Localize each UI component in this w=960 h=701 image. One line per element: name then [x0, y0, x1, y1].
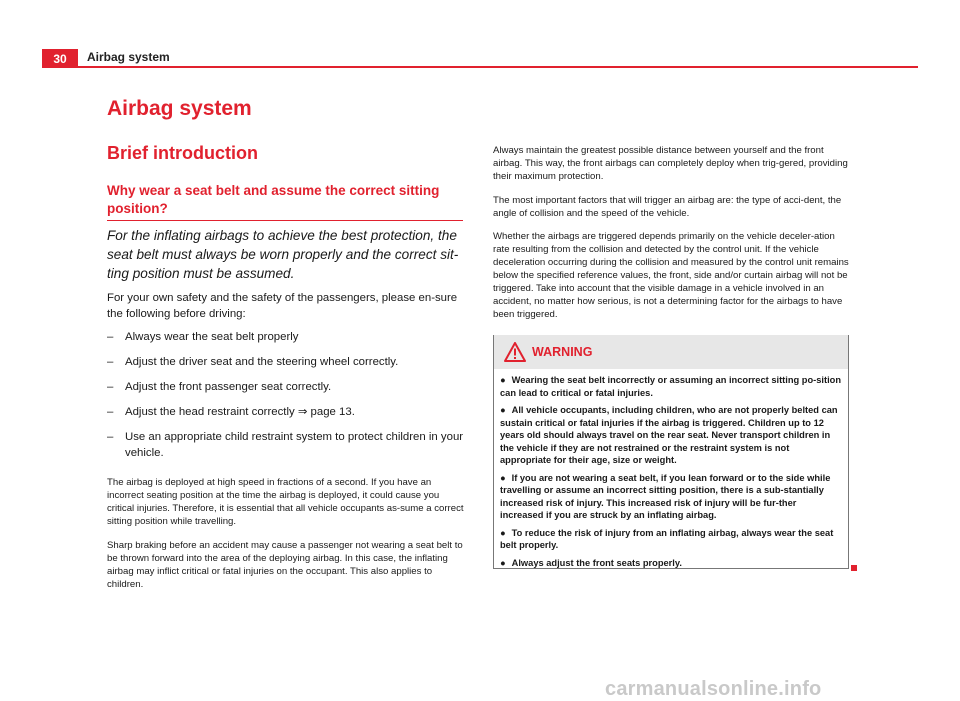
body-paragraph: The most important factors that will trigger an airbag are: the type of acci-dent, the angle of collision and the speed of the vehicle.: [493, 195, 842, 219]
list-item: [107, 379, 467, 395]
warning-item-text: All vehicle occupants, including children, who are not properly belted can sustain critical or fatal injuries if the airbag is triggered. Children up to 12 years old should always travel on the rear seat. Never transport children in the vehicle if they are not restrained or the restraint system is not appropriate for their age, size or weight.: [500, 405, 838, 465]
body-paragraph: Always maintain the greatest possible distance between yourself and the front airbag. This way, the front airbags can completely deploy when trig-gered, providing their maximum protection.: [493, 145, 848, 182]
intro-paragraph: For your own safety and the safety of the passengers, please en-sure the following before driving:: [107, 292, 458, 320]
warning-body: [494, 369, 848, 569]
warning-triangle-icon: [504, 342, 526, 362]
warning-item-text: Always adjust the front seats properly.: [511, 557, 682, 568]
warning-item-text: Wearing the seat belt incorrectly or assuming an incorrect sitting po-sition can lead to critical or fatal injuries.: [500, 375, 842, 398]
warning-box: [493, 335, 849, 569]
list-item: [107, 404, 467, 420]
warning-header: [494, 335, 848, 369]
header-divider: [78, 66, 918, 68]
bullet-icon: ●: [500, 527, 506, 538]
warning-item: [500, 472, 842, 522]
body-paragraph: Whether the airbags are triggered depends primarily on the vehicle deceler-ation rate resulting from the collision and detected by the control unit. If the vehicle deceleration occurring during the collision and measured by the control unit remains below the specified reference values, the front, side and/or curtain airbag will not be triggered. Take into account that the visible damage in a vehicle involved in an accident, no matter how serious, is not a determining factor for the airbags to have been triggered.: [493, 231, 849, 320]
list-item: [107, 429, 467, 461]
list-item-text: Use an appropriate child restraint system to protect children in your vehicle.: [125, 431, 464, 459]
bullet-icon: ●: [500, 375, 506, 385]
page-number: 30: [42, 49, 78, 68]
dash-marker: –: [107, 381, 114, 393]
warning-label: WARNING: [532, 345, 593, 359]
watermark: carmanualsonline.info: [605, 678, 822, 700]
body-paragraph: The airbag is deployed at high speed in fractions of a second. If you have an incorrect seating position at the time the airbag is deployed, it could cause you critical injuries. Therefore, it is essential that all vehicle occupants as-sume a correct sitting position while travelling.: [107, 477, 464, 527]
list-item: [107, 329, 467, 345]
list-item-text-page-link[interactable]: Adjust the head restraint correctly ⇒ page 13.: [125, 406, 355, 418]
warning-item: [500, 404, 842, 467]
warning-item: [500, 557, 842, 570]
running-header: Airbag system: [87, 50, 170, 64]
list-item: [107, 354, 467, 370]
dash-marker: –: [107, 331, 114, 343]
dash-marker: –: [107, 431, 114, 443]
question-heading: Why wear a seat belt and assume the correct sitting position?: [107, 182, 463, 221]
dash-marker: –: [107, 356, 114, 368]
section-end-marker: [851, 565, 857, 571]
list-item-text: Adjust the front passenger seat correctly.: [125, 381, 332, 393]
warning-item-text: If you are not wearing a seat belt, if you lean forward or to the side while travelling or assume an incorrect sitting position, there is a sub-stantially increased risk of injury. This increased risk of injury will be fur-ther increased if you are struck by an inflating airbag.: [500, 472, 831, 520]
checklist: [107, 329, 467, 470]
bullet-icon: ●: [500, 557, 506, 568]
warning-item: [500, 374, 842, 399]
lead-paragraph: For the inflating airbags to achieve the best protection, the seat belt must always be worn properly and the correct sit-ting position must be assumed.: [107, 228, 459, 281]
warning-item-text: To reduce the risk of injury from an inflating airbag, always wear the seat belt properly.: [500, 527, 834, 550]
bullet-icon: ●: [500, 405, 506, 415]
list-item-text: Adjust the driver seat and the steering wheel correctly.: [125, 356, 399, 368]
bullet-icon: ●: [500, 472, 506, 483]
warning-item: [500, 527, 842, 552]
dash-marker: –: [107, 406, 114, 418]
page-title: Airbag system: [107, 97, 252, 120]
body-paragraph: Sharp braking before an accident may cause a passenger not wearing a seat belt to be thrown forward into the area of the deploying airbag. In this case, the inflating airbag may inflict critical or fatal injuries on the occupant. This also applies to children.: [107, 540, 463, 590]
section-subtitle: Brief introduction: [107, 143, 258, 163]
list-item-text: Always wear the seat belt properly: [125, 331, 299, 343]
